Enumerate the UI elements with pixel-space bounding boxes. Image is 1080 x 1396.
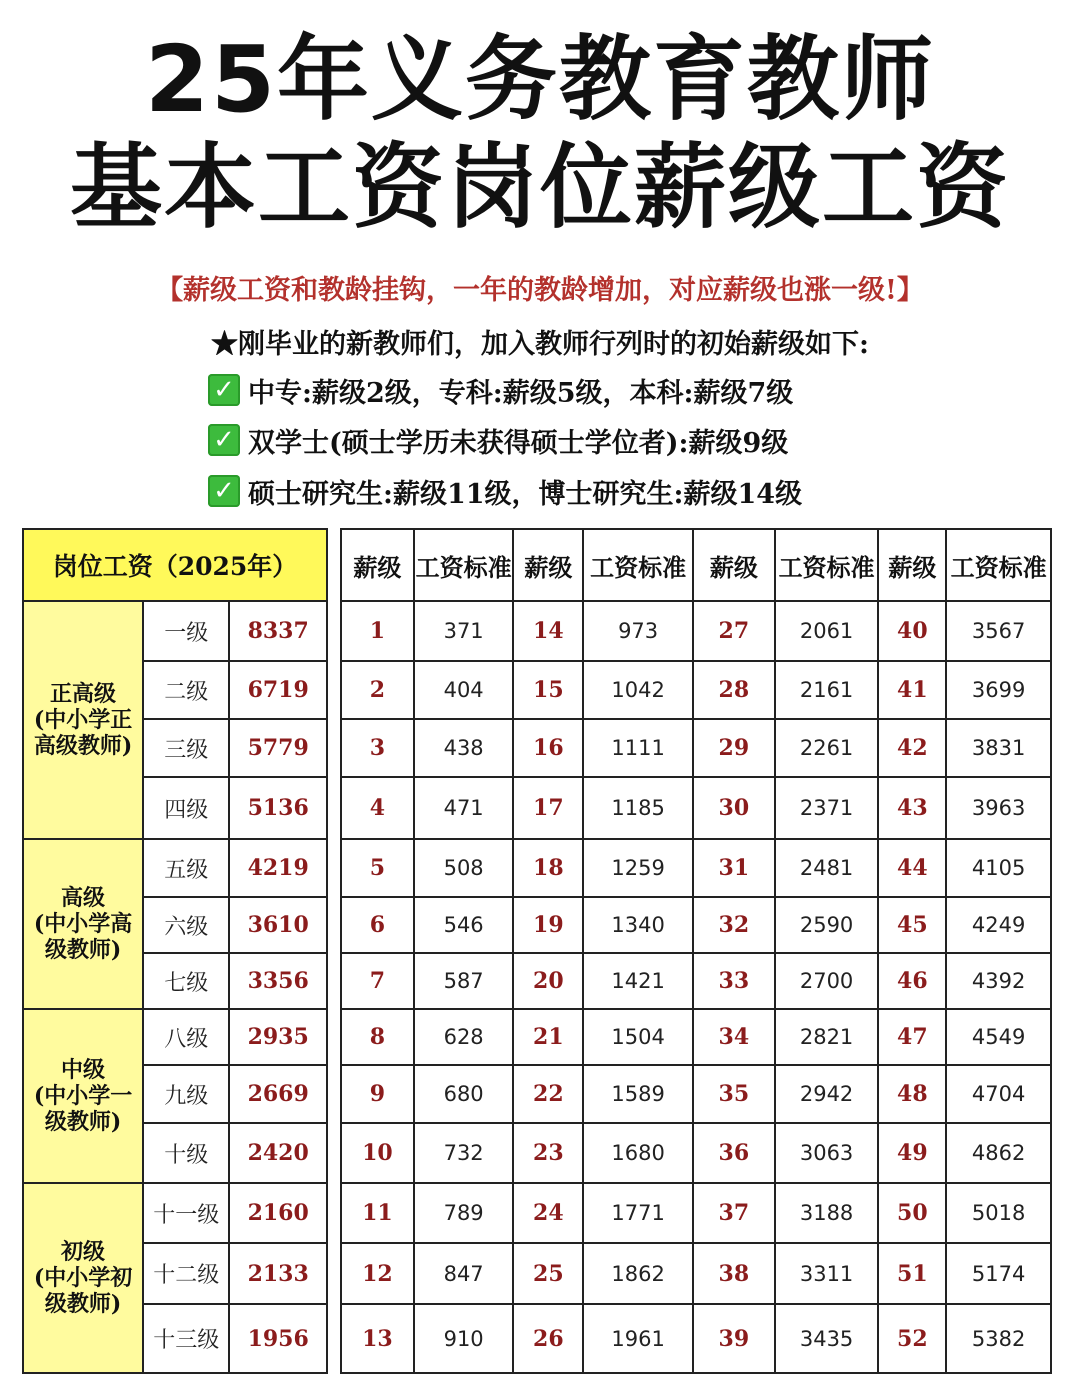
position-table-header: 岗位工资（2025年） bbox=[23, 529, 327, 601]
position-level-cell: 八级 bbox=[143, 1009, 229, 1065]
standard-cell: 910 bbox=[414, 1304, 514, 1373]
table-row bbox=[341, 1183, 1051, 1243]
grade-cell: 40 bbox=[878, 601, 946, 661]
table-row bbox=[341, 1243, 1051, 1304]
standard-cell: 5174 bbox=[946, 1243, 1051, 1304]
grade-cell: 39 bbox=[693, 1304, 775, 1373]
position-level-cell: 五级 bbox=[143, 839, 229, 897]
check-item-1 bbox=[208, 370, 793, 410]
table-row bbox=[341, 1123, 1051, 1183]
standard-cell: 5382 bbox=[946, 1304, 1051, 1373]
table-row bbox=[23, 1183, 327, 1243]
standard-cell: 546 bbox=[414, 897, 514, 953]
standard-cell: 2161 bbox=[775, 661, 879, 719]
check-item-text: 硕士研究生:薪级11级，博士研究生:薪级14级 bbox=[248, 478, 803, 510]
column-header-standard: 工资标准 bbox=[775, 529, 879, 601]
grade-cell: 47 bbox=[878, 1009, 946, 1065]
standard-cell: 847 bbox=[414, 1243, 514, 1304]
position-pay-cell: 4219 bbox=[229, 839, 327, 897]
grade-cell: 8 bbox=[341, 1009, 414, 1065]
position-level-cell: 十三级 bbox=[143, 1304, 229, 1373]
grade-cell: 29 bbox=[693, 719, 775, 777]
table-row bbox=[341, 1009, 1051, 1065]
grade-cell: 1 bbox=[341, 601, 414, 661]
grade-cell: 33 bbox=[693, 953, 775, 1009]
position-level-cell: 三级 bbox=[143, 719, 229, 777]
standard-cell: 628 bbox=[414, 1009, 514, 1065]
standard-cell: 1862 bbox=[583, 1243, 693, 1304]
table-row bbox=[341, 1065, 1051, 1123]
position-level-cell: 一级 bbox=[143, 601, 229, 661]
grade-cell: 17 bbox=[513, 777, 583, 839]
grade-cell: 31 bbox=[693, 839, 775, 897]
position-salary-table bbox=[22, 528, 328, 1374]
grade-cell: 30 bbox=[693, 777, 775, 839]
standard-cell: 3963 bbox=[946, 777, 1051, 839]
table-row bbox=[341, 661, 1051, 719]
standard-cell: 2481 bbox=[775, 839, 879, 897]
intro-note: ★刚毕业的新教师们，加入教师行列时的初始薪级如下: bbox=[211, 329, 869, 360]
position-level-cell: 十级 bbox=[143, 1123, 229, 1183]
table-row bbox=[341, 777, 1051, 839]
title-group-cell bbox=[23, 839, 143, 1009]
grade-cell: 19 bbox=[513, 897, 583, 953]
column-header-grade: 薪级 bbox=[693, 529, 775, 601]
standard-cell: 4704 bbox=[946, 1065, 1051, 1123]
grade-cell: 2 bbox=[341, 661, 414, 719]
table-row bbox=[341, 719, 1051, 777]
title-group-cell bbox=[23, 1183, 143, 1373]
standard-cell: 4249 bbox=[946, 897, 1051, 953]
title-group-line: 正高级 bbox=[50, 681, 117, 707]
grade-cell: 28 bbox=[693, 661, 775, 719]
standard-cell: 3311 bbox=[775, 1243, 879, 1304]
grade-cell: 11 bbox=[341, 1183, 414, 1243]
grade-cell: 25 bbox=[513, 1243, 583, 1304]
standard-cell: 973 bbox=[583, 601, 693, 661]
standard-cell: 2942 bbox=[775, 1065, 879, 1123]
position-pay-cell: 8337 bbox=[229, 601, 327, 661]
grade-cell: 16 bbox=[513, 719, 583, 777]
column-header-standard: 工资标准 bbox=[583, 529, 693, 601]
standard-cell: 1185 bbox=[583, 777, 693, 839]
grade-cell: 35 bbox=[693, 1065, 775, 1123]
table-row bbox=[341, 897, 1051, 953]
standard-cell: 2821 bbox=[775, 1009, 879, 1065]
column-header-grade: 薪级 bbox=[878, 529, 946, 601]
position-pay-cell: 1956 bbox=[229, 1304, 327, 1373]
standard-cell: 4549 bbox=[946, 1009, 1051, 1065]
standard-cell: 4862 bbox=[946, 1123, 1051, 1183]
standard-cell: 3567 bbox=[946, 601, 1051, 661]
position-pay-cell: 2935 bbox=[229, 1009, 327, 1065]
grade-cell: 42 bbox=[878, 719, 946, 777]
checkmark-icon: ✓ bbox=[208, 374, 240, 406]
standard-cell: 2061 bbox=[775, 601, 879, 661]
grade-cell: 27 bbox=[693, 601, 775, 661]
grade-cell: 5 bbox=[341, 839, 414, 897]
standard-cell: 3699 bbox=[946, 661, 1051, 719]
column-header-standard: 工资标准 bbox=[946, 529, 1051, 601]
grade-cell: 45 bbox=[878, 897, 946, 953]
grade-cell: 24 bbox=[513, 1183, 583, 1243]
grade-cell: 49 bbox=[878, 1123, 946, 1183]
position-pay-cell: 2669 bbox=[229, 1065, 327, 1123]
position-level-cell: 九级 bbox=[143, 1065, 229, 1123]
position-pay-cell: 3356 bbox=[229, 953, 327, 1009]
standard-cell: 732 bbox=[414, 1123, 514, 1183]
title-group-line: 级教师) bbox=[44, 1109, 122, 1135]
title-group-line: 高级 bbox=[61, 885, 106, 911]
grade-cell: 43 bbox=[878, 777, 946, 839]
grade-cell: 52 bbox=[878, 1304, 946, 1373]
table-row bbox=[23, 601, 327, 661]
position-level-cell: 四级 bbox=[143, 777, 229, 839]
column-header-standard: 工资标准 bbox=[414, 529, 514, 601]
standard-cell: 404 bbox=[414, 661, 514, 719]
checkmark-icon: ✓ bbox=[208, 424, 240, 456]
position-pay-cell: 5779 bbox=[229, 719, 327, 777]
grade-cell: 34 bbox=[693, 1009, 775, 1065]
grade-cell: 44 bbox=[878, 839, 946, 897]
position-level-cell: 七级 bbox=[143, 953, 229, 1009]
title-group-line: (中小学正 bbox=[33, 707, 133, 733]
standard-cell: 5018 bbox=[946, 1183, 1051, 1243]
grade-cell: 32 bbox=[693, 897, 775, 953]
grade-cell: 7 bbox=[341, 953, 414, 1009]
check-item-3 bbox=[208, 471, 802, 511]
table-row bbox=[23, 1009, 327, 1065]
position-pay-cell: 2420 bbox=[229, 1123, 327, 1183]
title-group-line: (中小学一 bbox=[33, 1083, 133, 1109]
standard-cell: 3188 bbox=[775, 1183, 879, 1243]
table-row bbox=[341, 1304, 1051, 1373]
grade-cell: 48 bbox=[878, 1065, 946, 1123]
standard-cell: 1504 bbox=[583, 1009, 693, 1065]
standard-cell: 789 bbox=[414, 1183, 514, 1243]
grade-cell: 26 bbox=[513, 1304, 583, 1373]
grade-cell: 21 bbox=[513, 1009, 583, 1065]
grade-cell: 4 bbox=[341, 777, 414, 839]
standard-cell: 3063 bbox=[775, 1123, 879, 1183]
position-level-cell: 六级 bbox=[143, 897, 229, 953]
table-row bbox=[341, 839, 1051, 897]
standard-cell: 1111 bbox=[583, 719, 693, 777]
table-row bbox=[341, 953, 1051, 1009]
page-title-line2: 基本工资岗位薪级工资 bbox=[69, 134, 1010, 241]
standard-cell: 3435 bbox=[775, 1304, 879, 1373]
standard-cell: 1771 bbox=[583, 1183, 693, 1243]
position-level-cell: 二级 bbox=[143, 661, 229, 719]
grade-cell: 20 bbox=[513, 953, 583, 1009]
standard-cell: 2371 bbox=[775, 777, 879, 839]
standard-cell: 4105 bbox=[946, 839, 1051, 897]
grade-cell: 15 bbox=[513, 661, 583, 719]
standard-cell: 1589 bbox=[583, 1065, 693, 1123]
title-group-line: 初级 bbox=[61, 1239, 106, 1265]
grade-cell: 37 bbox=[693, 1183, 775, 1243]
column-header-grade: 薪级 bbox=[513, 529, 583, 601]
standard-cell: 471 bbox=[414, 777, 514, 839]
grade-cell: 9 bbox=[341, 1065, 414, 1123]
column-header-grade: 薪级 bbox=[341, 529, 414, 601]
standard-cell: 1421 bbox=[583, 953, 693, 1009]
grade-cell: 23 bbox=[513, 1123, 583, 1183]
check-item-2 bbox=[208, 420, 788, 460]
title-group-cell bbox=[23, 1009, 143, 1183]
standard-cell: 438 bbox=[414, 719, 514, 777]
title-group-line: (中小学高 bbox=[33, 911, 133, 937]
position-level-cell: 十一级 bbox=[143, 1183, 229, 1243]
standard-cell: 2590 bbox=[775, 897, 879, 953]
grade-cell: 10 bbox=[341, 1123, 414, 1183]
standard-cell: 2700 bbox=[775, 953, 879, 1009]
check-item-text: 双学士(硕士学历未获得硕士学位者):薪级9级 bbox=[248, 427, 789, 459]
grade-cell: 14 bbox=[513, 601, 583, 661]
grade-cell: 3 bbox=[341, 719, 414, 777]
title-group-line: (中小学初 bbox=[33, 1265, 133, 1291]
standard-cell: 1259 bbox=[583, 839, 693, 897]
position-pay-cell: 2133 bbox=[229, 1243, 327, 1304]
grade-cell: 22 bbox=[513, 1065, 583, 1123]
grade-cell: 50 bbox=[878, 1183, 946, 1243]
title-group-line: 级教师) bbox=[44, 1291, 122, 1317]
table-row bbox=[341, 601, 1051, 661]
standard-cell: 4392 bbox=[946, 953, 1051, 1009]
table-row bbox=[23, 839, 327, 897]
grade-cell: 6 bbox=[341, 897, 414, 953]
standard-cell: 371 bbox=[414, 601, 514, 661]
standard-cell: 3831 bbox=[946, 719, 1051, 777]
title-group-line: 级教师) bbox=[44, 937, 122, 963]
standard-cell: 508 bbox=[414, 839, 514, 897]
position-pay-cell: 3610 bbox=[229, 897, 327, 953]
position-pay-cell: 2160 bbox=[229, 1183, 327, 1243]
standard-cell: 1340 bbox=[583, 897, 693, 953]
grade-cell: 13 bbox=[341, 1304, 414, 1373]
checkmark-icon: ✓ bbox=[208, 475, 240, 507]
page-title-line1: 25年义务教育教师 bbox=[144, 26, 936, 133]
position-pay-cell: 6719 bbox=[229, 661, 327, 719]
grade-cell: 36 bbox=[693, 1123, 775, 1183]
grade-cell: 12 bbox=[341, 1243, 414, 1304]
standard-cell: 587 bbox=[414, 953, 514, 1009]
salary-note: 【薪级工资和教龄挂钩，一年的教龄增加，对应薪级也涨一级!】 bbox=[156, 275, 924, 306]
grade-cell: 18 bbox=[513, 839, 583, 897]
position-level-cell: 十二级 bbox=[143, 1243, 229, 1304]
title-group-cell bbox=[23, 601, 143, 839]
grade-cell: 51 bbox=[878, 1243, 946, 1304]
standard-cell: 1680 bbox=[583, 1123, 693, 1183]
standard-cell: 2261 bbox=[775, 719, 879, 777]
standard-cell: 680 bbox=[414, 1065, 514, 1123]
grade-cell: 41 bbox=[878, 661, 946, 719]
title-group-line: 中级 bbox=[61, 1057, 106, 1083]
grade-cell: 38 bbox=[693, 1243, 775, 1304]
title-group-line: 高级教师) bbox=[33, 733, 133, 759]
standard-cell: 1961 bbox=[583, 1304, 693, 1373]
grade-cell: 46 bbox=[878, 953, 946, 1009]
check-item-text: 中专:薪级2级，专科:薪级5级，本科:薪级7级 bbox=[248, 377, 794, 409]
standard-cell: 1042 bbox=[583, 661, 693, 719]
position-pay-cell: 5136 bbox=[229, 777, 327, 839]
salary-scale-table bbox=[340, 528, 1052, 1374]
